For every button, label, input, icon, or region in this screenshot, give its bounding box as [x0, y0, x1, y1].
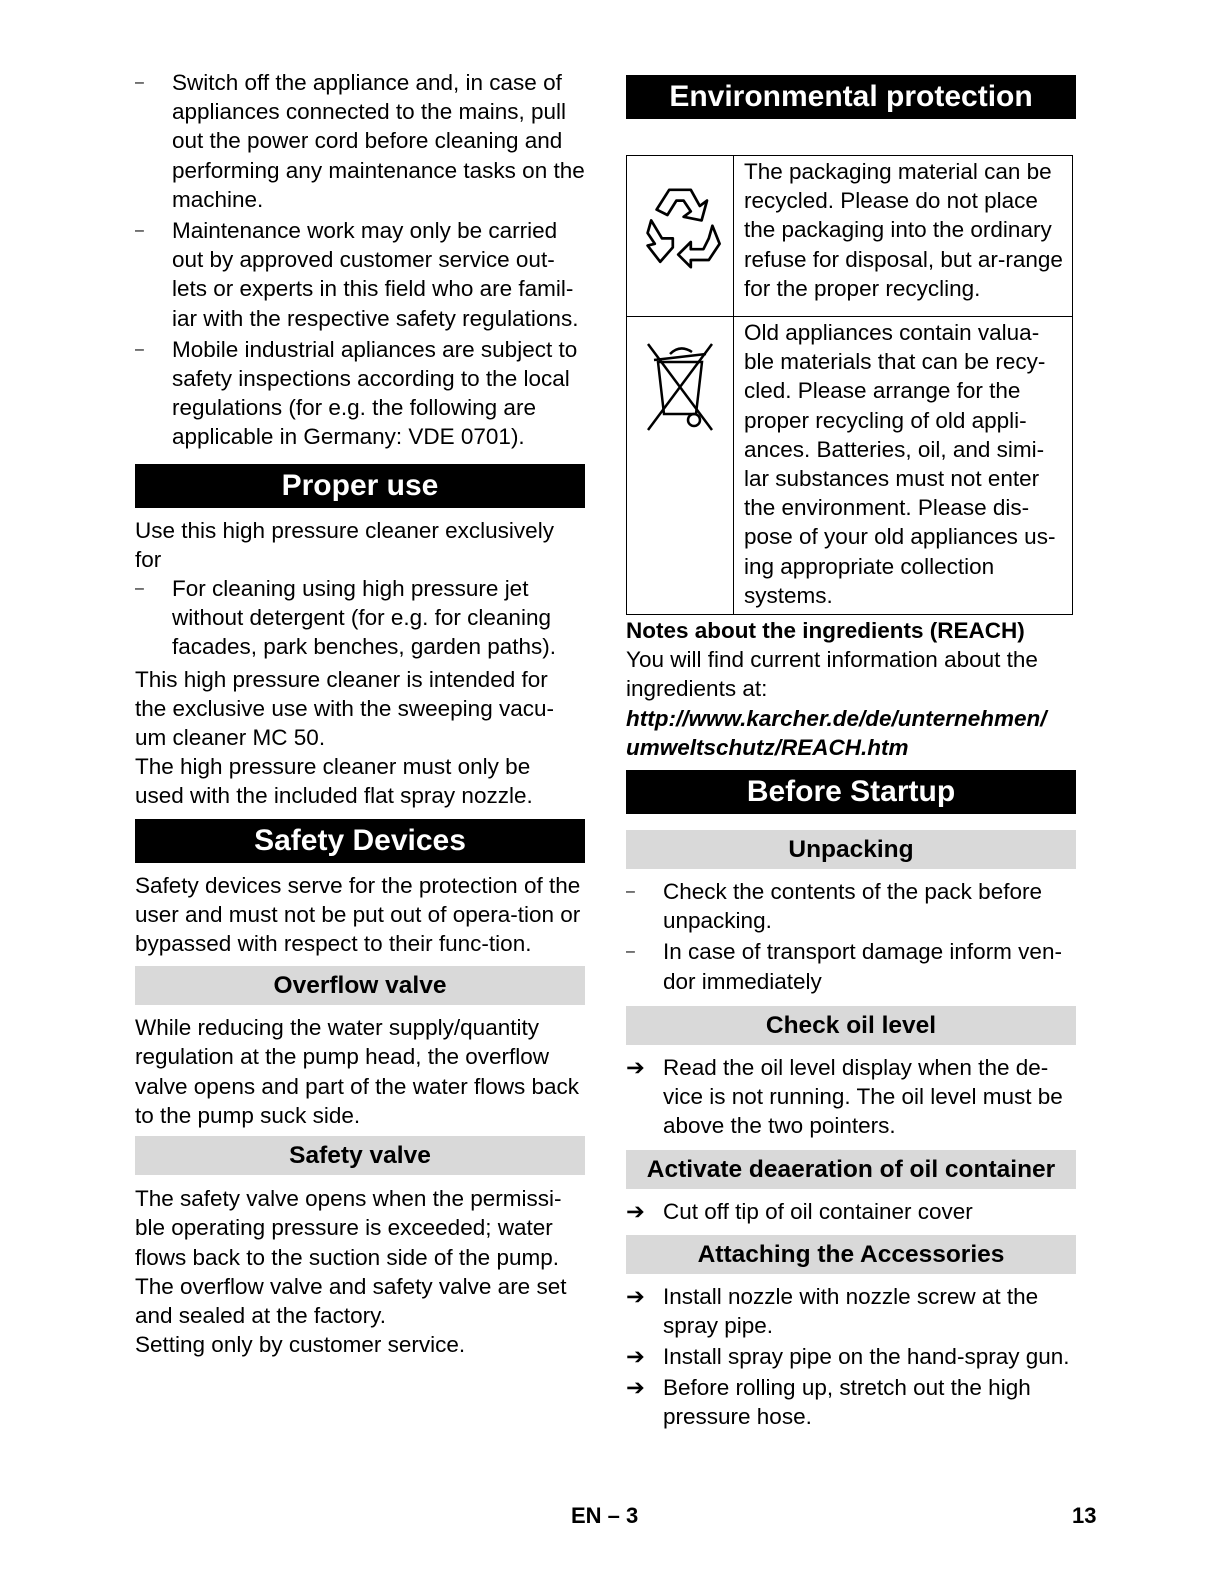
list-item: – Maintenance work may only be carried out by approved customer service out-lets or experts in this field who are famil-iar with the respective safety regulations. [135, 218, 579, 331]
list-item: ➔ Install spray pipe on the hand-spray gun. [626, 1342, 1076, 1371]
subheading-overflow-valve: Overflow valve [135, 966, 585, 1005]
subheading-activate-deaeration: Activate deaeration of oil container [626, 1150, 1076, 1189]
environment-table [626, 155, 1073, 615]
proper-use-para: The high pressure cleaner must only be used with the included flat spray nozzle. [135, 754, 533, 809]
list-item: – Check the contents of the pack before unpacking. [626, 879, 1042, 934]
dash-bullet: – [626, 883, 635, 901]
subheading-check-oil-level: Check oil level [626, 1006, 1076, 1045]
footer-language-page: EN – 3 [571, 1503, 639, 1528]
table-cell-text: The packaging material can be recycled. Please do not place the packaging into the ordinary refuse for disposal, but ar-range for the proper recycling. [734, 156, 1073, 317]
section-heading-proper-use: Proper use [135, 464, 585, 508]
dash-bullet: – [135, 340, 144, 358]
crossed-bin-icon [640, 340, 720, 435]
overflow-valve-text: While reducing the water supply/quantity regulation at the pump head, the overflow valve opens and part of the water flows back to the pump suck side. [135, 1015, 580, 1128]
dash-bullet: – [135, 74, 144, 91]
list-item: – Mobile industrial apliances are subject to safety inspections according to the local regulations (for e.g. the following are applicable in Germany: VDE 0701). [135, 336, 578, 450]
page-number: 13 [1072, 1503, 1097, 1528]
section-heading-safety-devices: Safety Devices [135, 819, 585, 863]
list-item: ➔ Before rolling up, stretch out the high pressure hose. [626, 1375, 1031, 1430]
table-row [627, 156, 1073, 317]
section-heading-before-startup: Before Startup [626, 770, 1076, 814]
list-item: ➔ Install nozzle with nozzle screw at the spray pipe. [626, 1283, 1039, 1338]
proper-use-para: This high pressure cleaner is intended for the exclusive use with the sweeping vacu-um cleaner MC 50. [135, 666, 554, 751]
list-item: – In case of transport damage inform ven-dor immediately [626, 939, 1062, 994]
dash-bullet: – [135, 222, 144, 240]
safety-valve-text: The overflow valve and safety valve are set and sealed at the factory. [135, 1273, 567, 1328]
arrow-right-icon: ➔ [626, 1375, 645, 1401]
right-column [626, 68, 1076, 1432]
arrow-right-icon: ➔ [626, 1054, 645, 1080]
list-item: ➔ Read the oil level display when the de-vice is not running. The oil level must be above the two pointers. [626, 1054, 1063, 1139]
safety-valve-text: Setting only by customer service. [135, 1332, 466, 1358]
table-cell-text: Old appliances contain valua-ble materials that can be recy-cled. Please arrange for the proper recycling of old appli-ances. Batteries, oil, and simi-lar substances must not enter the environment. Please dis-pose of your old appliances us-ing appropriate collection systems. [734, 317, 1073, 615]
reach-link[interactable]: http://www.karcher.de/de/unternehmen/ umweltschutz/REACH.htm [626, 705, 1047, 760]
subheading-safety-valve: Safety valve [135, 1136, 585, 1175]
list-item: – For cleaning using high pressure jet without detergent (for e.g. for cleaning facades, park benches, garden paths). [135, 576, 556, 660]
arrow-right-icon: ➔ [626, 1283, 645, 1309]
proper-use-intro: Use this high pressure cleaner exclusively for [135, 517, 554, 572]
left-column [135, 68, 585, 1359]
table-row [627, 317, 1073, 615]
safety-valve-text: The safety valve opens when the permissi-ble operating pressure is exceeded; water flows back to the suction side of the pump. [135, 1186, 562, 1270]
reach-title: Notes about the ingredients (REACH) [626, 618, 1025, 644]
arrow-right-icon: ➔ [626, 1199, 645, 1225]
dash-bullet: – [626, 943, 635, 961]
table-cell-icon [627, 317, 734, 615]
list-item: ➔ Cut off tip of oil container cover [626, 1197, 1076, 1226]
section-heading-environmental-protection: Environmental protection [626, 75, 1076, 119]
recycling-icon [635, 179, 725, 269]
table-cell-icon [627, 156, 734, 317]
safety-devices-text: Safety devices serve for the protection of the user and must not be put out of opera-tion or bypassed with respect to their func-tion. [135, 872, 581, 957]
dash-bullet: – [135, 580, 144, 598]
subheading-unpacking: Unpacking [626, 830, 1076, 869]
subheading-attaching-accessories: Attaching the Accessories [626, 1235, 1076, 1274]
reach-text: You will find current information about the ingredients at: [626, 647, 1038, 702]
list-item: – Switch off the appliance and, in case of appliances connected to the mains, pull out the power cord before cleaning and performing any maintenance tasks on the machine. [135, 70, 585, 212]
arrow-right-icon: ➔ [626, 1344, 645, 1370]
